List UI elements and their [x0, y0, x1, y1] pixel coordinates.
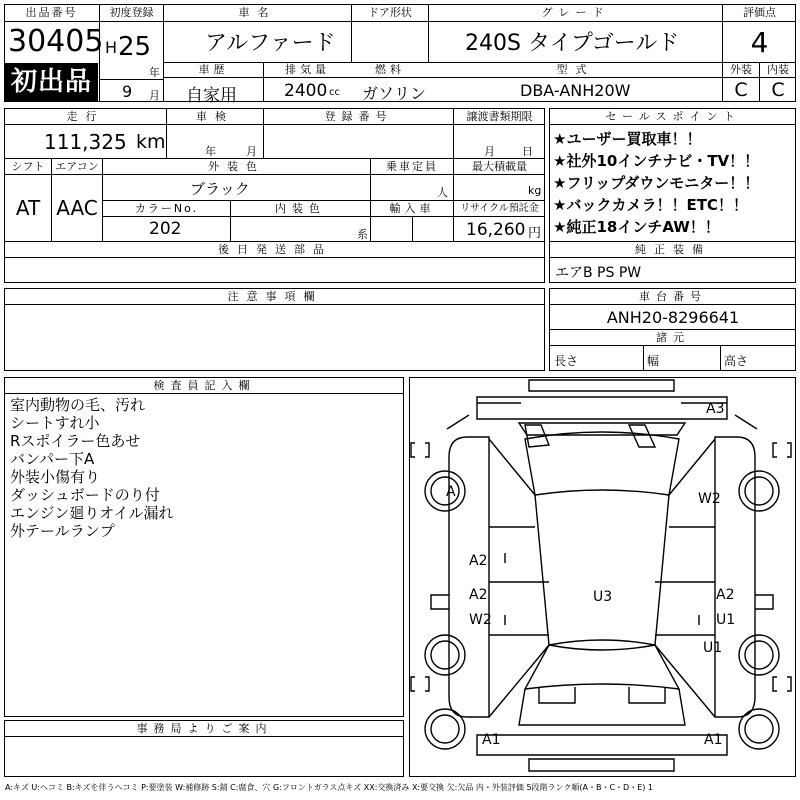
recycle-label: リサイクル預託金 [460, 203, 539, 214]
width-label: 幅 [647, 354, 660, 368]
type-value: DBA-ANH20W [520, 81, 631, 100]
registration-month: 9 [122, 82, 133, 101]
standard-equipment-label: 純正装備 [635, 243, 711, 256]
sales-points-label: セールスポイント [605, 110, 741, 123]
import-label: 輸入車 [389, 202, 435, 215]
damage-left-rear-side: W2 [469, 612, 492, 628]
height-label: 高さ [724, 354, 749, 368]
interior-grade: C [771, 79, 785, 101]
color-no-label: カラーNo. [134, 202, 199, 215]
inspector-note-item: エンジン廻りオイル漏れ [10, 504, 174, 522]
standard-equipment-value: エアB PS PW [555, 265, 642, 281]
sales-point-item: ★フリップダウンモニター！！ [553, 174, 760, 192]
damage-left-front-wheel: A [446, 484, 456, 500]
sales-point-item: ★純正18インチAW！！ [553, 218, 720, 236]
load-label: 最大積載量 [472, 160, 527, 173]
year-unit: 年 [149, 66, 160, 79]
interior-color-unit: 系 [357, 228, 368, 241]
damage-left-slide-upper: A2 [469, 553, 488, 569]
grade-label: グレード [541, 6, 610, 19]
ac-label: エアコン [55, 160, 99, 173]
inspector-notes [10, 396, 400, 540]
grade-value: 240S タイプゴールド [465, 31, 680, 56]
shift-label: シフト [11, 160, 45, 173]
lot-number-label: 出品番号 [25, 6, 78, 19]
damage-front-left: A1 [482, 732, 501, 748]
inspector-note-item: 室内動物の毛、汚れ [10, 396, 146, 414]
color-no-value: 202 [149, 219, 182, 239]
inspection-month-unit: 月 [246, 145, 257, 158]
inspection-year-unit: 年 [205, 145, 216, 158]
era: H [105, 38, 118, 57]
sales-point-item: ★バックカメラ！！ETC！！ [553, 196, 748, 214]
inspector-label: 検査員記入欄 [153, 379, 256, 392]
inspector-note-item: 外装小傷有り [10, 468, 101, 486]
damage-right-side-lower: U1 [716, 612, 736, 628]
fuel-value: ガソリン [362, 84, 427, 103]
month-unit: 月 [149, 89, 160, 102]
legend: A:キズ U:ヘコミ B:キズを伴うヘコミ P:要塗装 W:補修跡 S:錆 C:腐食、穴 G:フロントガラス点キズ XX:交換済み X:要交換 欠:欠品 内・外装評価 5段階ランク順(A・B・C・D・E) 1 [5, 783, 654, 792]
sales-points-list [553, 128, 795, 238]
inspection-label: 車検 [196, 110, 234, 123]
sales-point-item: ★社外10インチナビ・TV！！ [553, 152, 760, 170]
inspector-note-item: バンパー下A [10, 450, 95, 468]
interior-label: 内装 [767, 63, 789, 76]
mileage-label: 走行 [66, 110, 105, 123]
color-value: ブラック [190, 180, 250, 198]
regno-label: 登録番号 [324, 110, 393, 123]
first-registration-label: 初度登録 [109, 6, 154, 19]
damage-right-rear-wheel: U1 [703, 640, 723, 656]
transfer-label: 譲渡書類期限 [466, 110, 533, 123]
score-value: 4 [750, 26, 769, 59]
damage-roof: U3 [593, 589, 613, 605]
inspector-note-item: シートすれ小 [10, 414, 100, 432]
sales-point-item: ★ユーザー買取車！！ [553, 130, 702, 148]
fuel-label: 燃料 [375, 63, 405, 76]
door-label: ドア形状 [368, 6, 412, 19]
inspector-note-item: ダッシュボードのり付 [10, 486, 160, 504]
inspector-note-item: 外テールランプ [10, 522, 115, 540]
shift-value: AT [15, 196, 41, 220]
damage-rear: A3 [706, 401, 725, 417]
inspector-note-item: Rスポイラー色あせ [10, 432, 141, 450]
chassis-label: 車台番号 [639, 290, 707, 303]
recycle-value: 16,260 [466, 220, 526, 240]
capacity-label: 乗車定員 [386, 160, 438, 173]
load-unit: kg [528, 184, 542, 197]
first-listing-badge: 初出品 [5, 63, 98, 101]
displacement-label: 排気量 [285, 63, 330, 76]
lot-number: 30405 [8, 24, 104, 59]
history-value: 自家用 [186, 86, 237, 106]
chassis-number: ANH20-8296641 [606, 308, 740, 327]
transfer-month-unit: 月 [484, 145, 495, 158]
specs-label: 諸元 [656, 331, 690, 344]
exterior-label: 外装 [730, 63, 752, 76]
displacement-value: 2400 [284, 81, 328, 101]
office-label: 事務局よりご案内 [136, 722, 273, 735]
registration-year: 25 [118, 32, 152, 62]
damage-left-slide-lower: A2 [469, 587, 488, 603]
type-label: 型式 [556, 63, 595, 76]
transfer-day-unit: 日 [522, 145, 533, 158]
interior-color-label: 内装色 [275, 202, 326, 215]
mileage-value: 111,325 [44, 130, 127, 154]
caution-label: 注意事項欄 [227, 290, 323, 303]
ac-value: AAC [56, 196, 98, 220]
displacement-unit: cc [329, 87, 340, 98]
damage-right-side-upper: A2 [716, 587, 735, 603]
car-diagram [409, 377, 796, 777]
capacity-unit: 人 [437, 186, 448, 199]
exterior-grade: C [734, 79, 748, 101]
color-label: 外装色 [208, 160, 265, 173]
score-label: 評価点 [743, 6, 776, 19]
history-label: 車歴 [198, 63, 229, 76]
later-parts-label: 後日発送部品 [218, 243, 332, 256]
model-label: 車名 [238, 6, 277, 19]
damage-right-front-side: W2 [698, 491, 721, 507]
damage-front-right: A1 [704, 732, 723, 748]
length-label: 長さ [554, 354, 579, 368]
mileage-unit: km [136, 131, 166, 153]
recycle-unit: 円 [528, 226, 542, 241]
model-name: アルファード [205, 31, 336, 56]
